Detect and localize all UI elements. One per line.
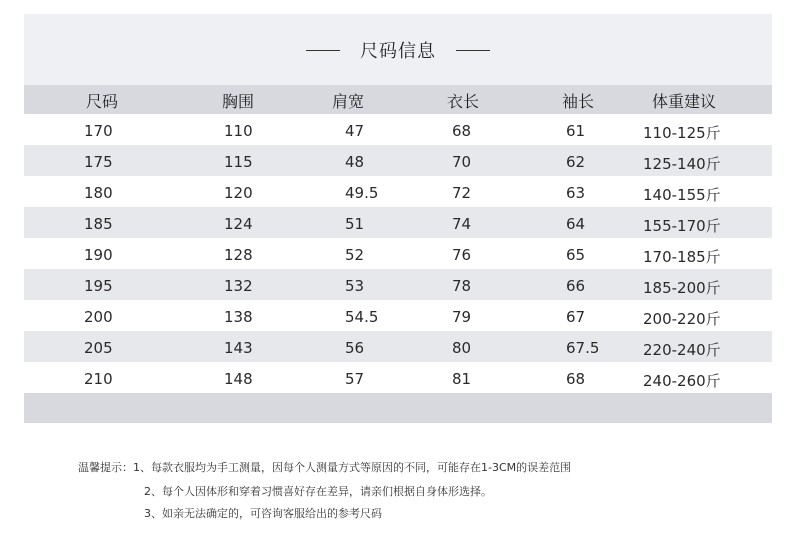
size-table [24, 85, 772, 423]
weight-cell: 170-185斤 [643, 248, 721, 266]
length-cell: 80 [452, 339, 472, 357]
table-row [24, 238, 772, 269]
table-row [24, 362, 772, 393]
weight-cell: 185-200斤 [643, 279, 721, 297]
weight-cell: 125-140斤 [643, 155, 721, 173]
table-title: 尺码信息 [360, 40, 436, 62]
size-cell: 190 [84, 246, 113, 264]
header-chest: 胸围 [222, 92, 255, 111]
chest-cell: 110 [224, 122, 253, 140]
sleeve-cell: 67.5 [566, 339, 600, 357]
sleeve-cell: 67 [566, 308, 586, 326]
table-row [24, 145, 772, 176]
size-cell: 205 [84, 339, 113, 357]
header-weight: 体重建议 [652, 92, 717, 111]
shoulder-cell: 48 [345, 153, 365, 171]
chest-cell: 128 [224, 246, 253, 264]
note-line-2: 2、每个人因体形和穿着习惯喜好存在差异，请亲们根据自身体形选择。 [144, 485, 492, 498]
table-row [24, 114, 772, 145]
title-band [24, 14, 772, 85]
length-cell: 81 [452, 370, 472, 388]
header-sleeve: 袖长 [562, 92, 595, 111]
shoulder-cell: 52 [345, 246, 365, 264]
length-cell: 76 [452, 246, 472, 264]
title-right-rule [456, 50, 490, 51]
table-row [24, 176, 772, 207]
size-cell: 170 [84, 122, 113, 140]
sleeve-cell: 68 [566, 370, 586, 388]
size-cell: 185 [84, 215, 113, 233]
title-wrap [24, 14, 772, 85]
length-cell: 70 [452, 153, 472, 171]
note-line-1: 温馨提示：1、每款衣服均为手工测量，因每个人测量方式等原因的不同，可能存在1-3CM的误差范围 [78, 461, 572, 474]
sleeve-cell: 63 [566, 184, 586, 202]
header-size: 尺码 [86, 92, 119, 111]
sleeve-cell: 66 [566, 277, 586, 295]
sleeve-cell: 64 [566, 215, 586, 233]
shoulder-cell: 49.5 [345, 184, 379, 202]
length-cell: 68 [452, 122, 472, 140]
size-cell: 200 [84, 308, 113, 326]
shoulder-cell: 53 [345, 277, 365, 295]
weight-cell: 140-155斤 [643, 186, 721, 204]
sleeve-cell: 61 [566, 122, 586, 140]
shoulder-cell: 51 [345, 215, 365, 233]
chest-cell: 124 [224, 215, 253, 233]
note-line-3: 3、如亲无法确定的，可咨询客服给出的参考尺码 [144, 507, 382, 520]
header-shoulder: 肩宽 [332, 92, 365, 111]
table-row [24, 331, 772, 362]
table-row [24, 300, 772, 331]
length-cell: 74 [452, 215, 472, 233]
shoulder-cell: 54.5 [345, 308, 379, 326]
table-header-row [24, 85, 772, 114]
chest-cell: 132 [224, 277, 253, 295]
table-row [24, 207, 772, 238]
sleeve-cell: 62 [566, 153, 586, 171]
chest-cell: 148 [224, 370, 253, 388]
chest-cell: 115 [224, 153, 253, 171]
weight-cell: 110-125斤 [643, 124, 721, 142]
length-cell: 78 [452, 277, 472, 295]
size-cell: 175 [84, 153, 113, 171]
size-cell: 210 [84, 370, 113, 388]
chest-cell: 120 [224, 184, 253, 202]
length-cell: 72 [452, 184, 472, 202]
weight-cell: 155-170斤 [643, 217, 721, 235]
table-row [24, 269, 772, 300]
shoulder-cell: 56 [345, 339, 365, 357]
weight-cell: 220-240斤 [643, 341, 721, 359]
chest-cell: 138 [224, 308, 253, 326]
shoulder-cell: 47 [345, 122, 365, 140]
title-left-rule [306, 50, 340, 51]
weight-cell: 240-260斤 [643, 372, 721, 390]
sleeve-cell: 65 [566, 246, 586, 264]
header-length: 衣长 [447, 92, 480, 111]
shoulder-cell: 57 [345, 370, 365, 388]
weight-cell: 200-220斤 [643, 310, 721, 328]
length-cell: 79 [452, 308, 472, 326]
size-cell: 195 [84, 277, 113, 295]
chest-cell: 143 [224, 339, 253, 357]
size-cell: 180 [84, 184, 113, 202]
table-footer-band [24, 393, 772, 423]
